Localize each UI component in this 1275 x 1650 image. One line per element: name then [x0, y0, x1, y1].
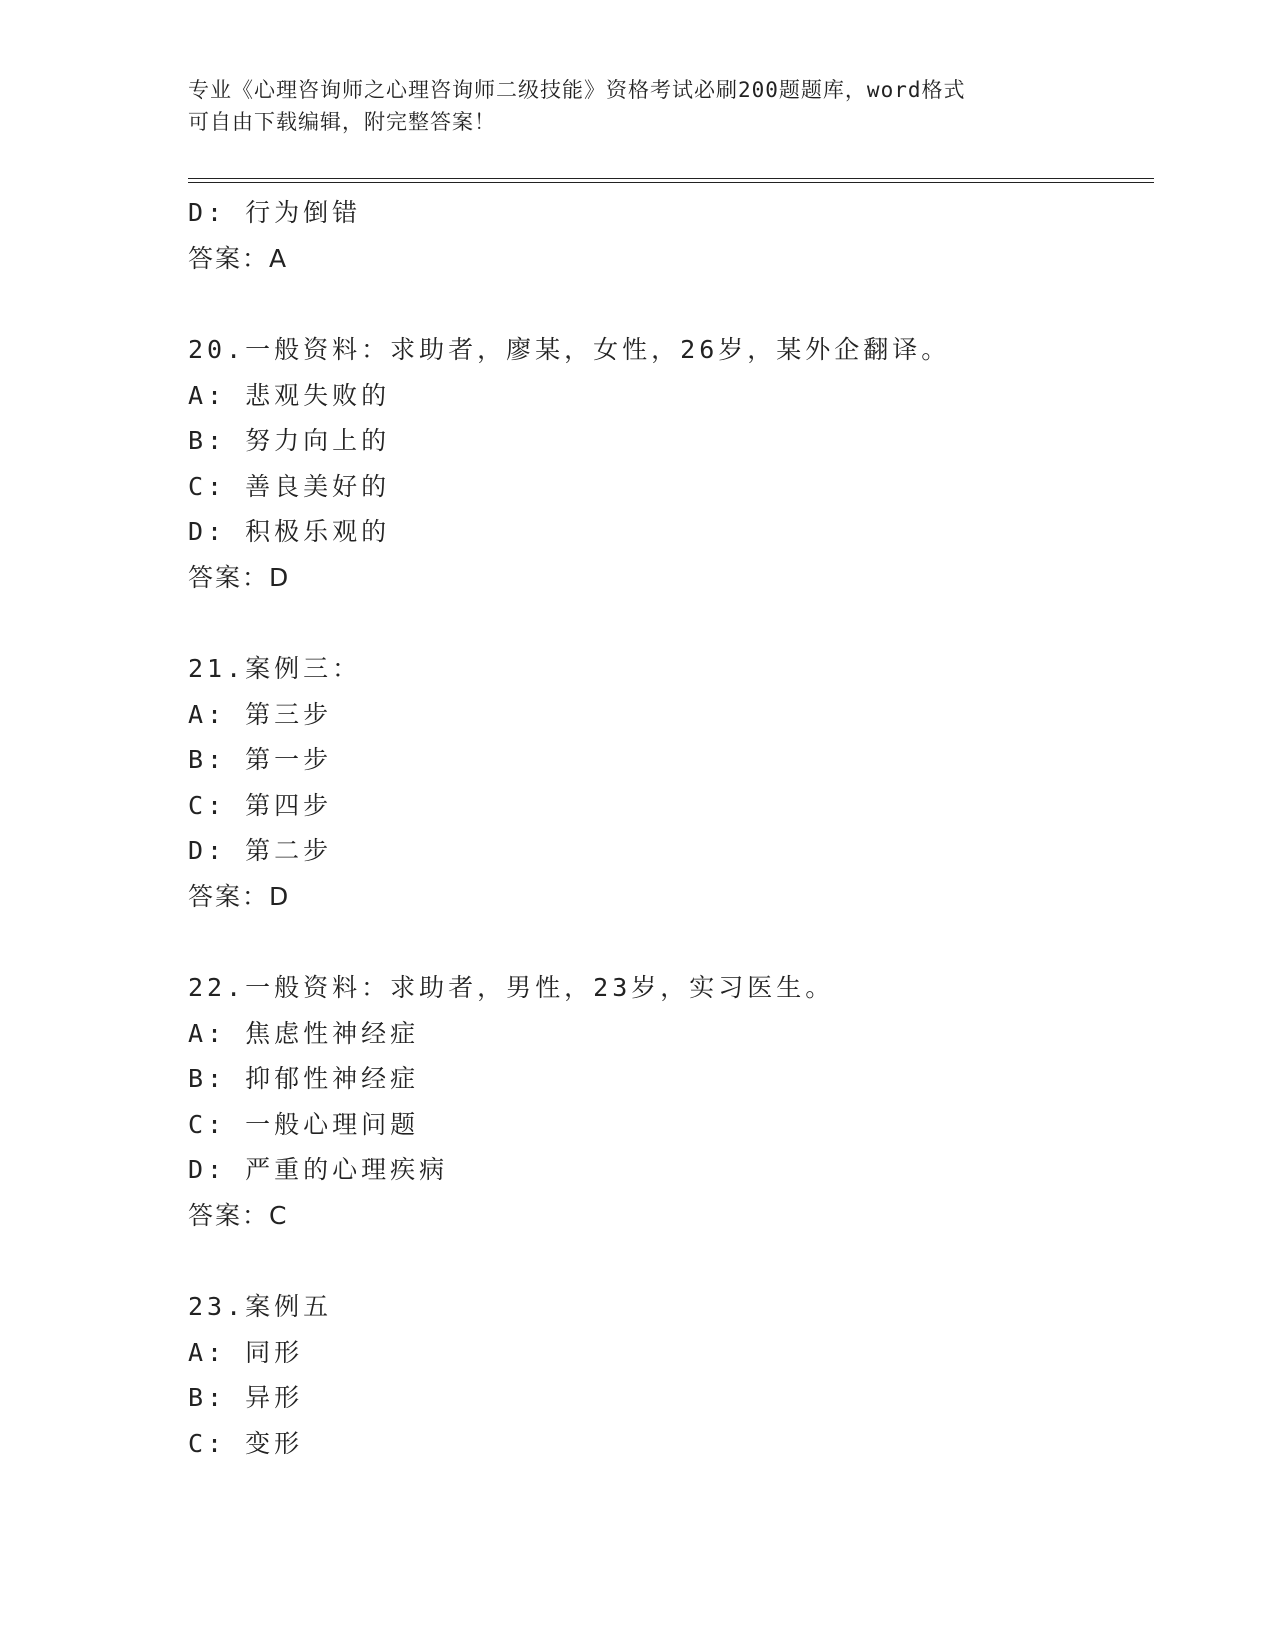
option-a: A: 同形 [188, 1337, 304, 1367]
question-list [188, 190, 1148, 1466]
question-block-19 [188, 190, 1148, 281]
option-a: A: 第三步 [188, 699, 333, 729]
spacer [188, 919, 1148, 965]
spacer [188, 600, 1148, 646]
question-stem: 20.一般资料：求助者，廖某，女性，26岁，某外企翻译。 [188, 335, 951, 364]
option-d: D: 积极乐观的 [188, 517, 391, 546]
question-stem: 22.一般资料：求助者，男性，23岁，实习医生。 [188, 973, 835, 1002]
option-c: C: 第四步 [188, 790, 333, 820]
question-block-20 [188, 327, 1148, 600]
option-b: B: 异形 [188, 1383, 304, 1412]
question-stem: 21.案例三： [188, 654, 362, 683]
option-c: C: 一般心理问题 [188, 1109, 420, 1139]
option-d: D: 行为倒错 [188, 198, 362, 227]
header-divider-bottom [188, 182, 1154, 183]
option-a: A: 焦虑性神经症 [188, 1018, 420, 1048]
option-c: C: 善良美好的 [188, 471, 391, 501]
option-c: C: 变形 [188, 1428, 304, 1458]
option-d: D: 第二步 [188, 836, 333, 865]
option-b: B: 努力向上的 [188, 426, 391, 455]
answer-line: 答案：D [188, 562, 291, 592]
spacer [188, 281, 1148, 327]
option-b: B: 第一步 [188, 745, 333, 774]
question-block-22 [188, 965, 1148, 1238]
question-stem: 23.案例五 [188, 1292, 333, 1321]
answer-line: 答案：D [188, 881, 291, 911]
option-a: A: 悲观失败的 [188, 380, 391, 410]
answer-line: 答案：C [188, 1200, 289, 1230]
option-b: B: 抑郁性神经症 [188, 1064, 420, 1093]
question-block-21 [188, 646, 1148, 919]
option-d: D: 严重的心理疾病 [188, 1155, 449, 1184]
document-header [188, 74, 1088, 138]
answer-line: 答案：A [188, 243, 289, 273]
header-line-2: 可自由下载编辑，附完整答案！ [188, 110, 496, 134]
question-block-23 [188, 1284, 1148, 1466]
header-line-1: 专业《心理咨询师之心理咨询师二级技能》资格考试必刷200题题库，word格式 [188, 78, 966, 102]
header-divider-top [188, 178, 1154, 179]
spacer [188, 1238, 1148, 1284]
